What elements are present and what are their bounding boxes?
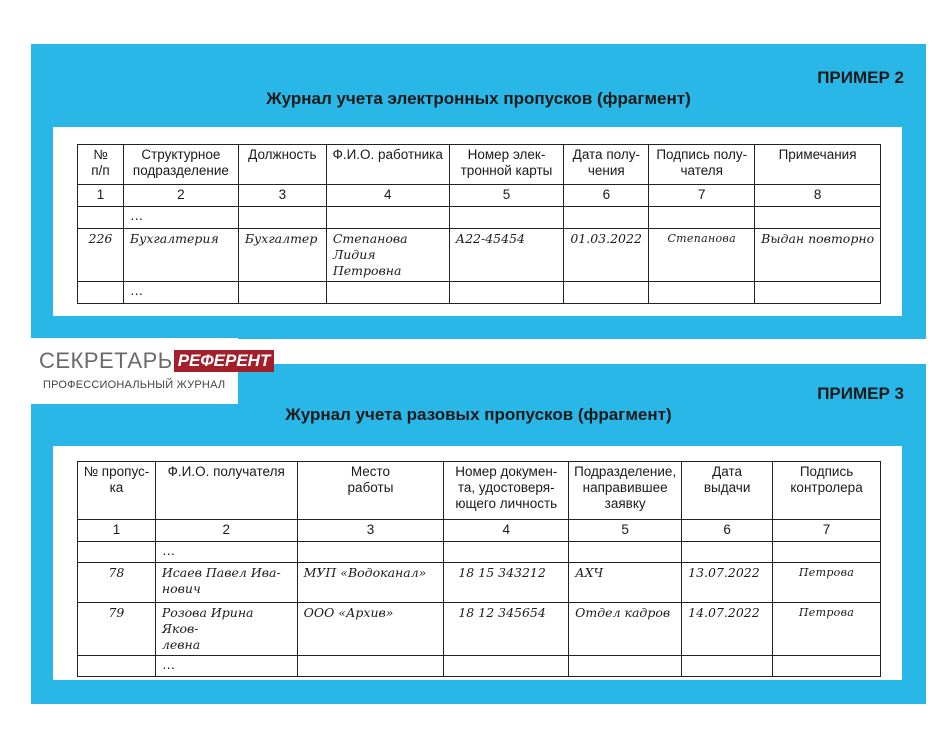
header-cell-controller-signature: Подпись контролера: [773, 462, 881, 520]
column-number: 2: [123, 185, 238, 207]
header-cell-recipient: Ф.И.О. получателя: [155, 462, 297, 520]
row-signature: Петрова: [773, 563, 881, 603]
example-2-panel: [31, 44, 926, 339]
table-header-row: [78, 462, 881, 520]
row-department: Отдел кадров: [569, 603, 682, 656]
table-row: [78, 229, 881, 282]
column-number: 3: [297, 520, 444, 542]
column-number: 5: [449, 185, 564, 207]
column-number: 1: [78, 185, 124, 207]
column-number-row: [78, 520, 881, 542]
row-num: 78: [78, 563, 156, 603]
header-cell-department: Подразделение, направившее заявку: [569, 462, 682, 520]
column-number: 3: [238, 185, 326, 207]
example-2-card: [53, 127, 902, 316]
row-num: 226: [78, 229, 124, 282]
logo-word-secretary: СЕКРЕТАРЬ: [39, 348, 173, 373]
header-cell-card: Номер элек- тронной карты: [449, 145, 564, 185]
logo-word-referent: РЕФЕРЕНТ: [174, 350, 275, 372]
header-cell-name: Ф.И.О. работника: [326, 145, 449, 185]
row-name: Степанова Лидия Петровна: [326, 229, 449, 282]
column-number: 8: [755, 185, 881, 207]
row-workplace: МУП «Водоканал»: [297, 563, 444, 603]
table-row: [78, 563, 881, 603]
table-row-ellipsis: [78, 207, 881, 229]
logo-subtitle: ПРОФЕССИОНАЛЬНЫЙ ЖУРНАЛ: [43, 379, 226, 391]
column-number: 5: [569, 520, 682, 542]
row-date: 01.03.2022: [564, 229, 649, 282]
logo-wordmark: [39, 348, 274, 374]
electronic-pass-log-table: [77, 144, 881, 304]
header-cell-workplace: Место работы: [297, 462, 444, 520]
row-position: Бухгалтер: [238, 229, 326, 282]
row-num: 79: [78, 603, 156, 656]
column-number: 4: [326, 185, 449, 207]
header-cell-signature: Подпись полу- чателя: [649, 145, 755, 185]
row-document: 18 12 345654: [444, 603, 569, 656]
example-3-title: Журнал учета разовых пропусков (фрагмент): [285, 405, 672, 424]
row-signature: Петрова: [773, 603, 881, 656]
row-note: Выдан повторно: [755, 229, 881, 282]
row-document: 18 15 343212: [444, 563, 569, 603]
table-row-ellipsis: [78, 656, 881, 677]
row-date: 14.07.2022: [682, 603, 773, 656]
header-cell-document: Номер докумен- та, удостоверя- ющего личность: [444, 462, 569, 520]
table-row-ellipsis: [78, 282, 881, 304]
example-3-label: ПРИМЕР 3: [817, 384, 904, 403]
column-number: 4: [444, 520, 569, 542]
example-3-card: [53, 446, 902, 680]
example-2-label: ПРИМЕР 2: [817, 68, 904, 87]
one-time-pass-log-table: [77, 461, 881, 677]
example-3-panel: [31, 364, 926, 704]
row-department: Бухгалтерия: [123, 229, 238, 282]
table-row-ellipsis: [78, 542, 881, 563]
header-cell-pass-num: № пропус- ка: [78, 462, 156, 520]
ellipsis: …: [123, 207, 238, 229]
header-cell-position: Должность: [238, 145, 326, 185]
table-header-row: [78, 145, 881, 185]
row-signature: Степанова: [649, 229, 755, 282]
column-number: 6: [682, 520, 773, 542]
column-number: 7: [649, 185, 755, 207]
example-2-title: Журнал учета электронных пропусков (фрагмент): [266, 89, 691, 108]
column-number: 2: [155, 520, 297, 542]
header-cell-department: Структурное подразделение: [123, 145, 238, 185]
magazine-logo: [31, 338, 271, 404]
header-cell-issue-date: Дата выдачи: [682, 462, 773, 520]
column-number-row: [78, 185, 881, 207]
row-workplace: ООО «Архив»: [297, 603, 444, 656]
table-row: [78, 603, 881, 656]
ellipsis: …: [155, 542, 297, 563]
header-cell-num: № п/п: [78, 145, 124, 185]
row-name: Розова Ирина Яков- левна: [155, 603, 297, 656]
column-number: 6: [564, 185, 649, 207]
ellipsis: …: [155, 656, 297, 677]
header-cell-notes: Примечания: [755, 145, 881, 185]
header-cell-date: Дата полу- чения: [564, 145, 649, 185]
row-name: Исаев Павел Ива- нович: [155, 563, 297, 603]
row-card: А22-45454: [449, 229, 564, 282]
row-department: АХЧ: [569, 563, 682, 603]
column-number: 7: [773, 520, 881, 542]
row-date: 13.07.2022: [682, 563, 773, 603]
column-number: 1: [78, 520, 156, 542]
ellipsis: …: [123, 282, 238, 304]
